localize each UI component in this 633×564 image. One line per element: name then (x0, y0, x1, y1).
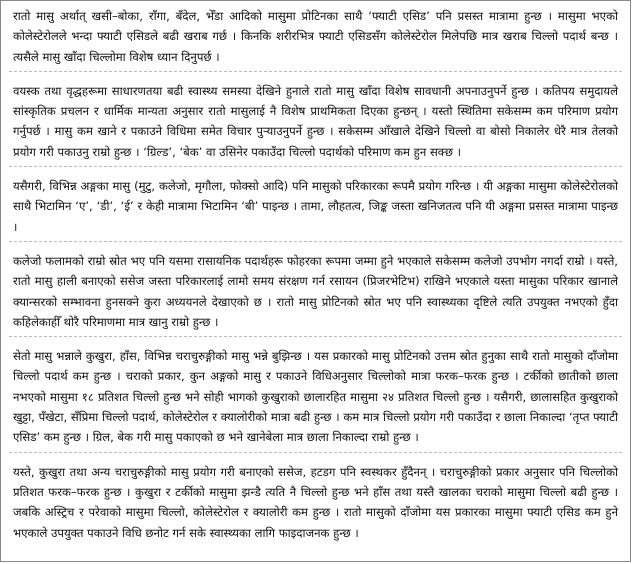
paragraph-elderly-caution: वयस्क तथा वृद्धहरूमा साधारणतया बढी स्वास्थ्य समस्या देखिने हुनाले रातो मासु खाँदा विशेष सावधानी अपनाउनुपर्ने हुन्छ । कतिपय समुदायले सांस्कृतिक प्रचलन र धार्मिक मान्यता अनुसार रातो मासुलाई नै विशेष प्राथमिकता दिएका हुन्छन् । यस्तो स्थितिमा सकेसम्म कम परिमाण प्रयोग गर्नुपर्छ । मासु कम खाने र पकाउने विधिमा समेत विचार पुर्‍याउनुपर्ने हुन्छ । सकेसम्म आँखाले देखिने चिल्लो वा बोसो निकालेर धेरै मात्र तेलको प्रयोग गरी पकाउनु राम्रो हुन्छ । ‘ग्रिल्ड’, ‘बेक’ वा उसिनेर पकाउँदा चिल्लो पदार्थको परिमाण कम हुन सक्छ । (9, 78, 622, 167)
paragraph-poultry-products: यस्ते, कुखुरा तथा अन्य चराचुरुङ्गीको मासु प्रयोग गरी बनाएको ससेज, हटडग पनि स्वस्थकर हुँदैनन् । चराचुरुङ्गीको प्रकार अनुसार पनि चिल्लोको प्रतिशत फरक–फरक हुन्छ । कुखुरा र टर्कीको मासुमा झन्डै त्यति नै चिल्लो हुन्छ भने हाँस तथा यस्तै खालका चराको मासुमा चिल्लो बढी हुन्छ । जबकि अस्ट्रिच र परेवाको मासुमा चिल्लो, कोलेस्टेरोल र क्यालोरी कम हुन्छ । रातो मासुको दाँजोमा यस प्रकारका मासुमा फ्याटी एसिड कम हुने भएकाले उपयुक्त पकाउने विधि छनोट गर्न सके स्वास्थ्यका लागि फाइदाजनक हुन्छ । (13, 464, 618, 540)
paragraph-organ-meat: यसैगरी, विभिन्न अङ्गका मासु (मुटु, कलेजो, मृगौला, फोक्सो आदि) पनि मासुको परिकारका रूपमै प्रयोग गरिन्छ । यी अङ्गका मासुमा कोलेस्टेरोलको साथै भिटामिन ‘ए’, ‘डी’, ‘ई’ र केही मात्रामा भिटामिन ‘बी’ पाइन्छ । तामा, लौहतत्व, जिङ्क जस्ता खनिजतत्व पनि यी अङ्गमा प्रसस्त मात्रामा पाइन्छ । (9, 173, 622, 242)
paragraph-liver-sausage: कलेजो फलामको राम्रो स्रोत भए पनि यसमा रासायनिक पदार्थहरू फोहरका रूपमा जम्मा हुने भएकाले सकेसम्म कलेजो उपभोग नगर्दा राम्रो । यस्ते, रातो मासु हाली बनाएको ससेज जस्ता परिकारलाई लामो समय संरक्षण गर्न रसायन (प्रिजरभेटिभ) राखिने भएकाले यस्ता मासुका परिकार खानाले क्यान्सरको सम्भावना हुनसक्ने कुरा अध्ययनले देखाएको छ । रातो मासु प्रोटिनको स्रोत भए पनि स्वास्थ्यका दृष्टिले त्यति उपयुक्त नभएको हुँदा कहिलेकाहीँ थोरै परिमाणमा मात्र खानु राम्रो हुन्छ । (9, 248, 622, 337)
paragraph-red-meat-fatty-acid: रातो मासु अर्थात् खसी–बोका, राँगा, बँदेल, भेँडा आदिको मासुमा प्रोटिनका साथै ‘फ्याटी एसिड’ पनि प्रसस्त मात्रामा हुन्छ । मासुमा भएको कोलेस्टेरोलले भन्दा फ्याटी एसिडले बढी खराब गर्छ । किनकि शरीरभित्र फ्याटी एसिडसँग कोलेस्टेरोल मिलेपछि मात्र खराब चिल्लो पदार्थ बन्छ । त्यसैले मासु खाँदा चिल्लोमा विशेष ध्यान दिनुपर्छ । (9, 3, 622, 72)
document-body (3, 3, 628, 559)
paragraph-white-meat: सेतो मासु भन्नाले कुखुरा, हाँस, विभिन्न चराचुरुङ्गीको मासु भन्ने बुझिन्छ । यस प्रकारको मासु प्रोटिनको उत्तम स्रोत हुनुका साथै रातो मासुको दाँजोमा चिल्लो पदार्थ कम हुन्छ । चराको प्रकार, कुन अङ्गको मासु र पकाउने विधिअनुसार चिल्लोको मात्रा फरक–फरक हुन्छ । टर्कीको छातीको छाला नभएको मासुमा १८ प्रतिशत चिल्लो हुन्छ भने सोही भागको कुखुराको छालारहित मासुमा २४ प्रतिशत चिल्लो हुन्छ । यसैगरी, छालासहित कुखुराको खुट्टा, पँखेटा, सँप्रिमा चिल्लो पदार्थ, कोलेस्टेरोल र क्यालोरीको मात्रा बढी हुन्छ । कम मात्र चिल्लो प्रयोग गरी पकाउँदा र छाला निकाल्दा ‘तृप्त फ्याटी एसिड’ कम हुन्छ । ग्रिल, बेक गरी मासु पकाएको छ भने खानेबेला मात्र छाला निकाल्दा राम्रो हुन्छ । (9, 343, 622, 452)
